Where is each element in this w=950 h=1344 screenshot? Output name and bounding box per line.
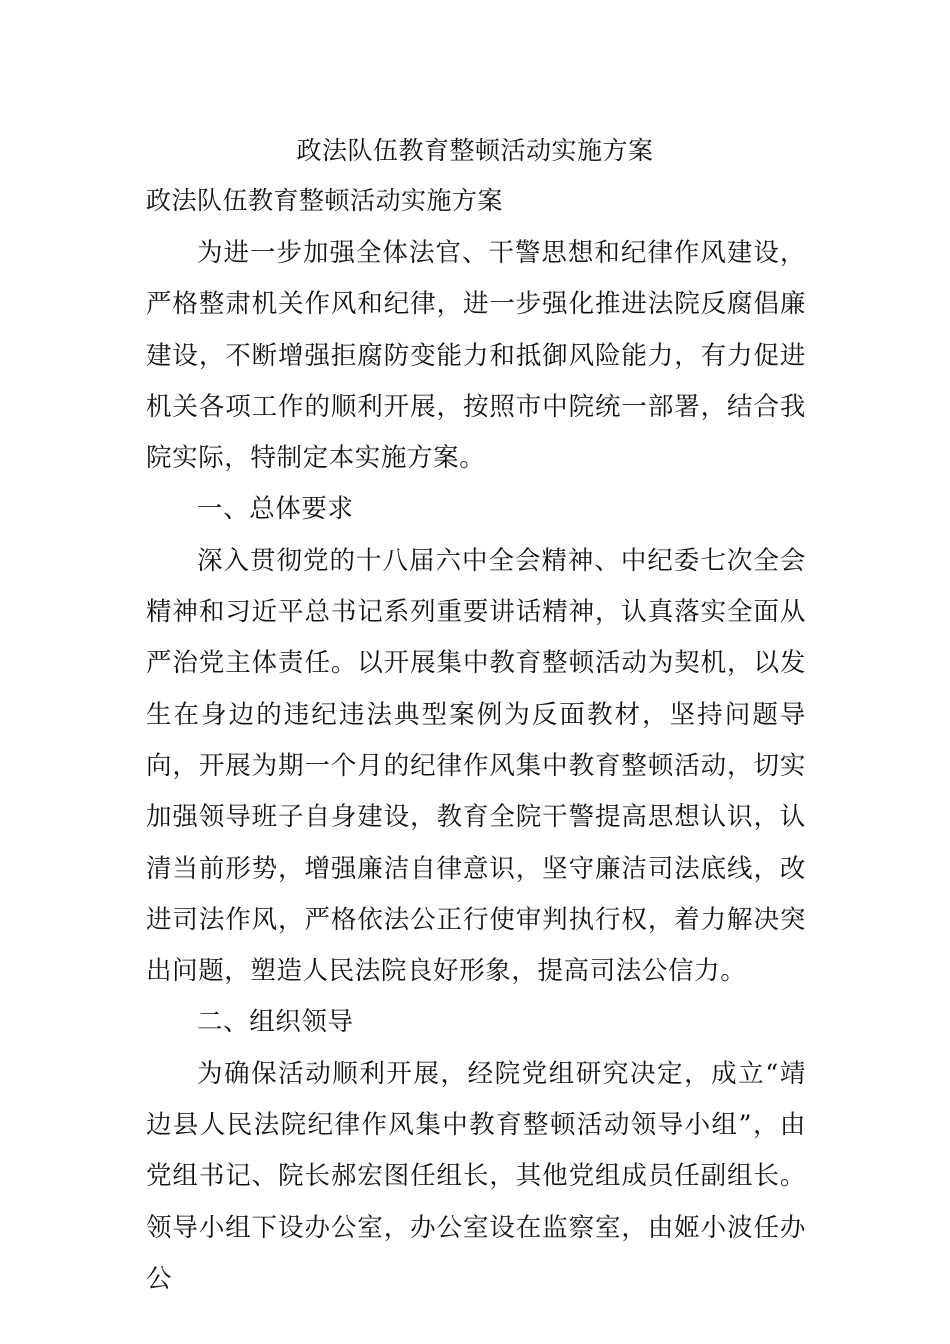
intro-paragraph: 为进一步加强全体法官、干警思想和纪律作风建设，严格整肃机关作风和纪律，进一步强化推进法院反腐倡廉建设，不断增强拒腐防变能力和抵御风险能力，有力促进机关各项工作的顺利开展，按照市中院统一部署，结合我院实际，特制定本实施方案。	[146, 238, 806, 474]
section-heading-organization-leadership: 二、组织领导	[197, 1007, 354, 1038]
organization-leadership-paragraph: 为确保活动顺利开展，经院党组研究决定，成立“靖边县人民法院纪律作风集中教育整顿活动领导小组”，由党组书记、院长郝宏图任组长，其他党组成员任副组长。领导小组下设办公室，办公室设在监察室，由姬小波任办公	[146, 1058, 806, 1294]
document-title: 政法队伍教育整顿活动实施方案	[296, 136, 654, 165]
general-requirements-paragraph: 深入贯彻党的十八届六中全会精神、中纪委七次全会精神和习近平总书记系列重要讲话精神，认真落实全面从严治党主体责任。以开展集中教育整顿活动为契机，以发生在身边的违纪违法典型案例为反面教材，坚持问题导向，开展为期一个月的纪律作风集中教育整顿活动，切实加强领导班子自身建设，教育全院干警提高思想认识，认清当前形势，增强廉洁自律意识，坚守廉洁司法底线，改进司法作风，严格依法公正行使审判执行权，着力解决突出问题，塑造人民法院良好形象，提高司法公信力。	[146, 545, 806, 987]
section-heading-general-requirements: 一、总体要求	[197, 494, 354, 525]
document-body	[146, 228, 806, 1305]
document-subtitle: 政法队伍教育整顿活动实施方案	[146, 186, 504, 215]
